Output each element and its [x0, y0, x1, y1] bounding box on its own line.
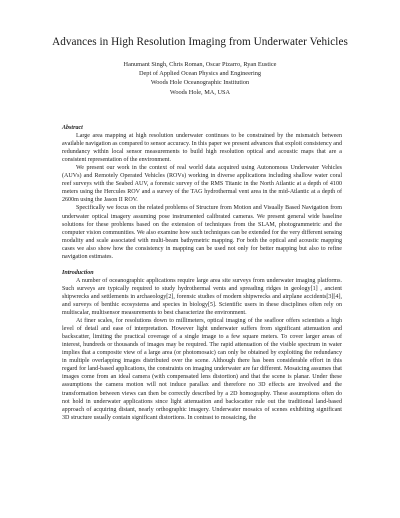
abstract-paragraph-3: Specifically we focus on the related problems of Structure from Motion and Visually Based Navigation from underwater optical imagery assuming pose instrumented calibrated cameras. We present general wide baseline solutions for these problems based on the extension of techniques from the SLAM, photogrammetric and the computer vision communities. We also examine how such techniques can be extended for the very different sensing modality and scale associated with multi-beam bathymetric mapping. For both the optical and acoustic mapping cases we also show how the consistency in mapping can be used not only for better mapping but also to refine navigation estimates. [62, 205, 342, 260]
abstract-paragraph-2: We present our work in the context of real world data acquired using Autonomous Underwater Vehicles (AUVs) and Remotely Operated Vehicles (ROVs) working in diverse applications including shallow water coral reef surveys with the Seabed AUV, a forensic survey of the RMS Titanic in the North Atlantic at a depth of 4100 meters using the Hercules ROV and a survey of the TAG hydrothermal vent area in the mid-Atlantic at a depth of 2600m using the Jason II ROV. [62, 165, 342, 204]
abstract-paragraph-1: Large area mapping at high resolution underwater continues to be constrained by the mismatch between available navigation as compared to sensor accuracy. In this paper we present advances that exploit consistency and redundancy within local sensor measurements to build high resolution optical and acoustic maps that are a consistent representation of the environment. [62, 133, 342, 164]
affiliation-department: Dept of Applied Ocean Physics and Engineering [138, 70, 262, 78]
abstract-heading: Abstract [62, 125, 83, 131]
section-gap [62, 261, 342, 269]
paper-title: Advances in High Resolution Imaging from Underwater Vehicles [52, 36, 348, 48]
body-text [62, 124, 342, 422]
affiliation-location: Woods Hole, MA, USA [169, 88, 231, 96]
affiliation-institution: Woods Hole Oceanographic Institution [150, 79, 250, 87]
introduction-paragraph-2: At finer scales, for resolutions down to millimeters, optical imaging of the seafloor offers scientists a high level of detail and ease of interpretation. However light underwater suffers from significant attenuation and backscatter, limiting the practical coverage of a single image to a few square meters. To cover larger areas of interest, hundreds or thousands of images may be required. The rapid attenuation of the visible spectrum in water implies that a composite view of a large area (or photomosaic) can only be obtained by exploiting the redundancy in multiple overlapping images distributed over the scene. Although there has been considerable effort in this regard for land-based applications, the constraints on imaging underwater are far different. Mosaicing assumes that images come from an ideal camera (with compensated lens distortion) and that the scene is planar. Under these assumptions the camera motion will not induce parallax and therefore no 3D effects are involved and the transformation between views can then be correctly described by a 2D homography. These assumptions often do not hold in underwater applications since light attenuation and backscatter rule out the traditional land-based approach of acquiring distant, nearly orthographic imagery. Underwater mosaics of scenes exhibiting significant 3D structure usually contain significant distortions. In contrast to mosaicing, the [62, 318, 342, 421]
introduction-heading: Introduction [62, 269, 94, 276]
introduction-paragraph-1: A number of oceanographic applications require large area site surveys from underwater imaging platforms. Such surveys are typically required to study hydrothermal vents and spreading ridges in geology[1] , ancient shipwrecks and settlements in archaeology[2], forensic studies of modern shipwrecks and airplane accidents[3][4], and surveys of benthic ecosystems and species in biology[5]. Scientific users in these disciplines often rely on multiscalar, multisensor measurements to best characterize the environment. [62, 277, 342, 317]
author-names: Hanumant Singh, Chris Roman, Oscar Pizarro, Ryan Eustice [123, 61, 277, 68]
author-block [0, 60, 400, 97]
